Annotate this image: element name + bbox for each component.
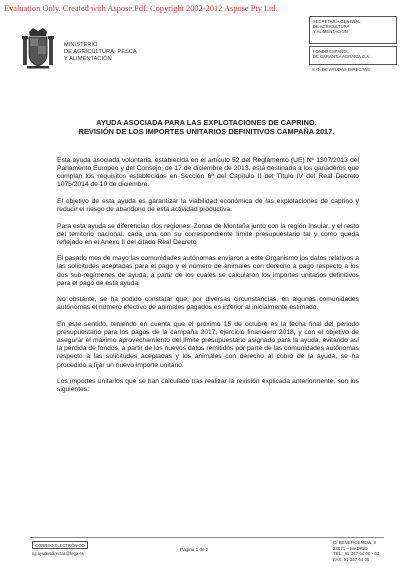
footer-divider: [30, 537, 384, 538]
address-line: 28071 – MADRID: [333, 545, 368, 551]
address-line: FAX: 91 347 64 05: [333, 556, 370, 562]
coat-of-arms-logo: [20, 26, 56, 70]
evaluation-watermark: Evaluation Only. Created with Aspose.Pdf. Copyright 2002-2012 Aspose Pty Ltd.: [4, 4, 278, 13]
paragraph: El objetivo de esta ayuda es garantizar la viabilidad económica de las explotaciones de caprino y reducir el riesgo de abandono de esta actividad productiva.: [57, 197, 359, 214]
address-line: TEL.: 91 347 64 00 - 03: [333, 551, 380, 556]
secretariat-line: SECRETARÍA GENERAL: [313, 18, 361, 24]
secretariat-box: [309, 16, 397, 44]
ministry-line: DE AGRICULTURA, PESCA: [64, 49, 137, 56]
secretariat-line: Y ALIMENTACIÓN: [313, 29, 348, 35]
paragraph: El pasado mes de mayo las comunidades autónomas enviaron a este Organismo los datos relativos a las solicitudes aceptadas para el pago y el número de animales con derecho a pago respecto a los dos sub-regímenes de ayuda, a partir de los cuales se calcularon los importes unitarios definitivos para el pago de esta ayuda.: [57, 255, 359, 287]
secretariat-line: DE AGRICULTURA: [313, 23, 350, 29]
fega-line: FONDO ESPAÑOL: [313, 48, 349, 54]
document-body: [57, 157, 359, 403]
paragraph: Para esta ayuda se diferencian dos regiones: Zonas de Montaña junto con la región Insular, y el resto del territorio nacional, cada una con su correspondiente límite presupuestario tal y como queda reflejado en el Anexo II del citado Real Decreto: [57, 222, 359, 246]
fega-box: [309, 46, 397, 64]
box-divider: [309, 64, 397, 65]
subdirection-label: S.G. DE AYUDAS DIRECTAS: [312, 67, 370, 72]
paragraph: No obstante, se ha podido constatar que, por diversas circunstancias, en algunas comunidades autónomas el número efectivo de animales pagados es inferior al inicialmente estimado.: [57, 296, 359, 312]
fega-line: DE GARANTÍA AGRARIA O.A.: [313, 53, 371, 59]
paragraph: En este sentido, teniendo en cuenta que el próximo 15 de octubre es la fecha final del periodo presupuestario para los pagos de la campaña 2017, ejercicio financiero 2018, y con el objetivo de asegurar el máximo aprovechamiento del límite presupuestario asignado para la ayuda, evitando así la pérdida de fondos, a partir de los nuevos datos remitidos por parte de las comunidades autónomas respecto a las solicitudes aceptadas y los animales con derecho al cobro de la ayuda, se ha procedido a fijar un nuevo importe unitario.: [57, 320, 359, 369]
paragraph: Los importes unitarios que se han calculado tras realizar la revisión explicada anteriormente, son los siguientes:: [57, 378, 359, 394]
title-line: REVISIÓN DE LOS IMPORTES UNITARIOS DEFINITIVOS CAMPAÑA 2017.: [78, 127, 335, 136]
email-address[interactable]: sg.ayudasdirectas@fega.es: [32, 551, 84, 556]
paragraph: Esta ayuda asociada voluntaria, establecida en el artículo 52 del Reglamento (UE) Nº 1307/2013 del Parlamento Europeo y del Consejo, de 17 de diciembre de 2013, está destinada a los ganaderos que cumplan los requisitos establecidos en Sección 6ª del Capítulo II del Título IV del Real Decreto 1075/2014 de 19 de diciembre.: [57, 157, 359, 189]
email-label: CORREO ELECTRÓNICO: [32, 541, 88, 549]
document-title: [40, 118, 373, 136]
ministry-line: Y ALIMENTACIÓN: [64, 56, 112, 63]
title-line: AYUDA ASOCIADA PARA LAS EXPLOTACIONES DE CAPRINO.: [96, 118, 317, 127]
ministry-name: [64, 42, 137, 64]
address-line: C/ BENEFICENCIA, 8: [333, 540, 376, 545]
page-number: Página 1 de 2: [180, 547, 209, 552]
postal-address: [333, 540, 379, 562]
ministry-line: MINISTERIO: [64, 42, 98, 48]
